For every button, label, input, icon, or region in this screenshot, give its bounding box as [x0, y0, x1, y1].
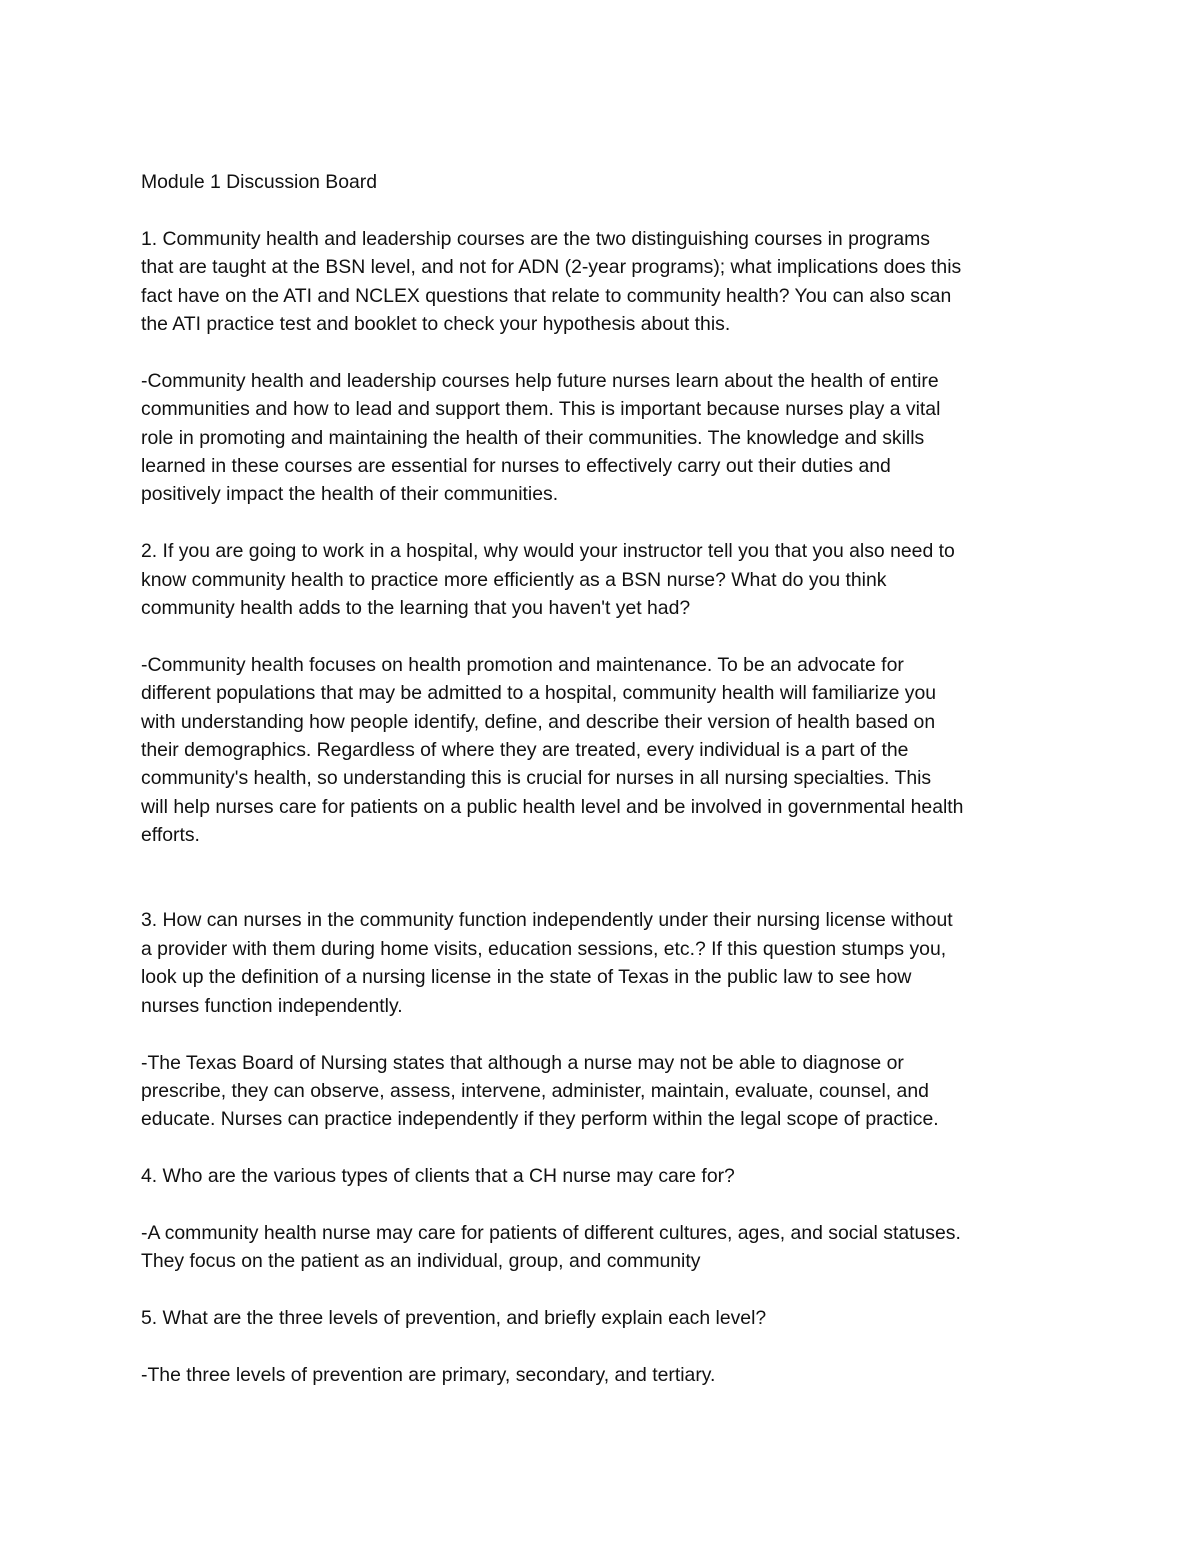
text-line: -The Texas Board of Nursing states that although a nurse may not be able to diagnose or	[141, 1051, 904, 1074]
question-1	[141, 225, 1066, 339]
answer-5	[141, 1361, 1066, 1389]
text-line: nurses function independently.	[141, 994, 403, 1017]
question-4	[141, 1162, 1066, 1190]
text-line: will help nurses care for patients on a public health level and be involved in governmental health	[141, 795, 964, 818]
document-body	[141, 168, 1066, 1389]
question-2	[141, 537, 1066, 622]
answer-3	[141, 1049, 1066, 1134]
text-line: 2. If you are going to work in a hospital, why would your instructor tell you that you also need to	[141, 540, 955, 563]
text-line: the ATI practice test and booklet to check your hypothesis about this.	[141, 313, 731, 336]
text-line: They focus on the patient as an individual, group, and community	[141, 1250, 701, 1273]
document-title: Module 1 Discussion Board	[141, 171, 378, 193]
text-line: prescribe, they can observe, assess, intervene, administer, maintain, evaluate, counsel, and	[141, 1079, 929, 1102]
answer-1	[141, 367, 1066, 509]
text-line: positively impact the health of their communities.	[141, 483, 559, 506]
text-line: look up the definition of a nursing license in the state of Texas in the public law to see how	[141, 966, 912, 989]
text-line: that are taught at the BSN level, and not for ADN (2-year programs); what implications does this	[141, 256, 962, 279]
answer-4	[141, 1219, 1066, 1276]
text-line: 3. How can nurses in the community function independently under their nursing license without	[141, 909, 953, 932]
text-line: 1. Community health and leadership courses are the two distinguishing courses in programs	[141, 227, 930, 250]
text-line: know community health to practice more efficiently as a BSN nurse? What do you think	[141, 568, 887, 591]
text-line: learned in these courses are essential for nurses to effectively carry out their duties and	[141, 455, 891, 478]
text-line: their demographics. Regardless of where they are treated, every individual is a part of the	[141, 739, 909, 762]
text-line: -Community health and leadership courses help future nurses learn about the health of entire	[141, 369, 939, 392]
text-line: different populations that may be admitted to a hospital, community health will familiarize you	[141, 682, 937, 705]
question-3	[141, 906, 1066, 1020]
text-line: 5. What are the three levels of prevention, and briefly explain each level?	[141, 1307, 767, 1330]
text-line: community health adds to the learning that you haven't yet had?	[141, 597, 691, 620]
text-line: communities and how to lead and support them. This is important because nurses play a vital	[141, 398, 941, 421]
text-line: community's health, so understanding this is crucial for nurses in all nursing specialties. This	[141, 767, 932, 790]
answer-2	[141, 651, 1066, 850]
text-line: with understanding how people identify, define, and describe their version of health based on	[141, 710, 936, 733]
text-line: educate. Nurses can practice independently if they perform within the legal scope of practice.	[141, 1108, 939, 1131]
text-line: efforts.	[141, 824, 200, 847]
text-line: a provider with them during home visits, education sessions, etc.? If this question stumps you,	[141, 937, 947, 960]
text-line: -The three levels of prevention are primary, secondary, and tertiary.	[141, 1363, 716, 1386]
text-line: fact have on the ATI and NCLEX questions that relate to community health? You can also scan	[141, 284, 952, 307]
text-line: -A community health nurse may care for patients of different cultures, ages, and social statuses.	[141, 1221, 961, 1244]
text-line: 4. Who are the various types of clients that a CH nurse may care for?	[141, 1165, 735, 1188]
text-line: -Community health focuses on health promotion and maintenance. To be an advocate for	[141, 653, 904, 676]
question-5	[141, 1304, 1066, 1332]
text-line: role in promoting and maintaining the health of their communities. The knowledge and skills	[141, 426, 925, 449]
